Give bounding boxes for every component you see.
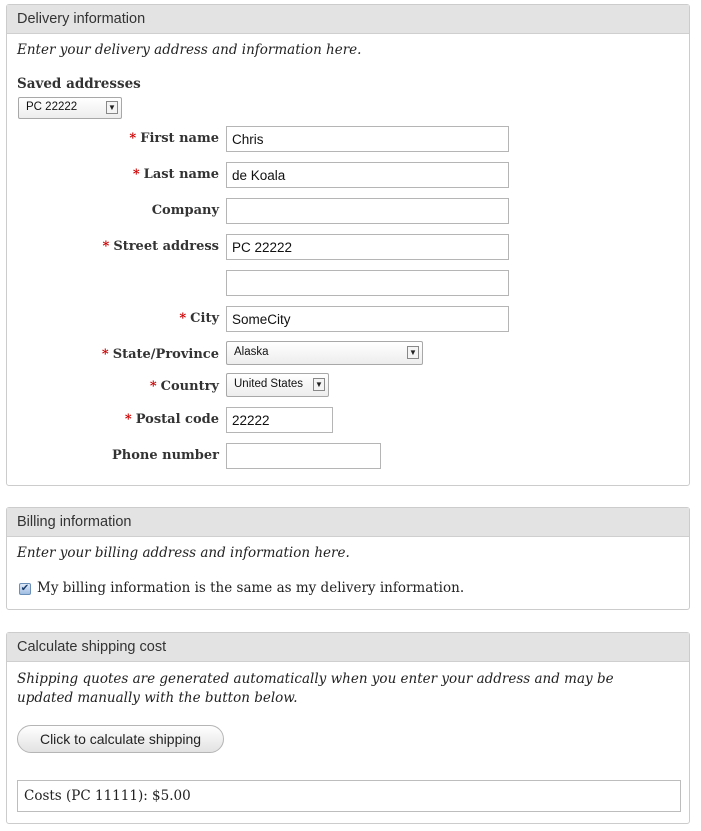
shipping-cost-section [6, 632, 690, 824]
street-address-label: * Street address [102, 239, 219, 254]
required-marker: * [179, 311, 187, 326]
required-marker: * [129, 131, 137, 146]
country-value: United States [234, 378, 304, 390]
check-icon: ✔ [20, 583, 30, 594]
state-province-value: Alaska [234, 346, 269, 358]
shipping-description: Shipping quotes are generated automatically when you enter your address and may be updated manually with the button below. [17, 671, 614, 706]
chevron-down-icon: ▼ [313, 378, 325, 391]
chevron-down-icon: ▼ [407, 346, 419, 359]
city-label: * City [179, 311, 219, 326]
billing-information-section [6, 507, 690, 610]
saved-addresses-label: Saved addresses [17, 76, 141, 92]
first-name-input[interactable] [226, 126, 509, 152]
postal-code-input[interactable] [226, 407, 333, 433]
phone-number-input[interactable] [226, 443, 381, 469]
same-as-delivery-checkbox[interactable] [19, 583, 31, 595]
phone-number-label: Phone number [111, 448, 219, 463]
required-marker: * [124, 412, 132, 427]
postal-code-label: * Postal code [124, 412, 219, 427]
first-name-label: * First name [129, 131, 219, 146]
chevron-down-icon: ▼ [106, 101, 118, 114]
delivery-information-legend: Delivery information [7, 5, 689, 34]
country-select[interactable] [226, 373, 329, 397]
billing-information-legend: Billing information [7, 508, 689, 537]
required-marker: * [132, 167, 140, 182]
calculate-shipping-button[interactable]: Click to calculate shipping [17, 725, 224, 753]
required-marker: * [102, 239, 110, 254]
city-input[interactable] [226, 306, 509, 332]
country-label: * Country [149, 379, 219, 394]
billing-description: Enter your billing address and information here. [17, 545, 350, 561]
required-marker: * [101, 347, 109, 362]
street-address-2-input[interactable] [226, 270, 509, 296]
saved-addresses-value: PC 22222 [26, 101, 78, 113]
last-name-input[interactable] [226, 162, 509, 188]
delivery-description: Enter your delivery address and information here. [17, 42, 362, 58]
last-name-label: * Last name [132, 167, 219, 182]
street-address-input[interactable] [226, 234, 509, 260]
delivery-information-section [6, 4, 690, 486]
saved-addresses-select[interactable] [18, 97, 122, 119]
same-as-delivery-label[interactable]: My billing information is the same as my delivery information. [37, 580, 465, 596]
state-province-select[interactable] [226, 341, 423, 365]
shipping-cost-result: Costs (PC 11111): $5.00 [17, 780, 681, 812]
company-input[interactable] [226, 198, 509, 224]
required-marker: * [149, 379, 157, 394]
state-province-label: * State/Province [101, 347, 219, 362]
shipping-cost-legend: Calculate shipping cost [7, 633, 689, 662]
company-label: Company [151, 203, 219, 218]
